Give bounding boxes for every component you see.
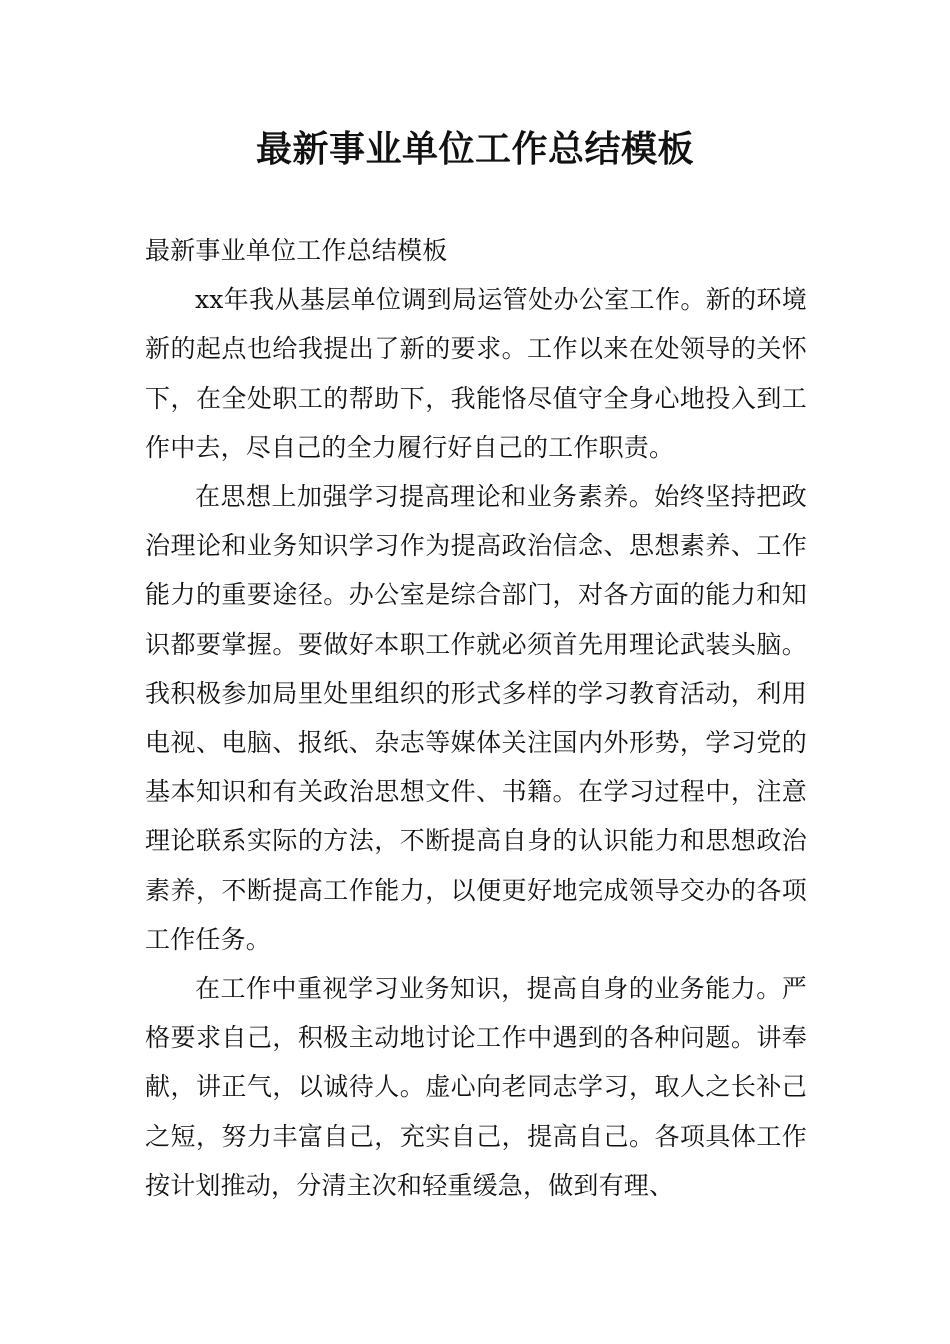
document-subtitle: 最新事业单位工作总结模板 bbox=[145, 236, 448, 265]
paragraph-1: xx年我从基层单位调到局运管处办公室工作。新的环境新的起点也给我提出了新的要求。工作以来在处领导的关怀下，在全处职工的帮助下，我能恪尽值守全身心地投入到工作中去，尽自己的全力履行好自己的工作职责。 bbox=[145, 285, 807, 462]
document-body bbox=[145, 226, 807, 1210]
paragraph-3: 在工作中重视学习业务知识，提高自身的业务能力。严格要求自己，积极主动地讨论工作中遇到的各种问题。讲奉献，讲正气，以诚待人。虚心向老同志学习，取人之长补己之短，努力丰富自己，充实自己，提高自己。各项具体工作按计划推动，分清主次和轻重缓急，做到有理、 bbox=[145, 974, 807, 1200]
document-title: 最新事业单位工作总结模板 bbox=[255, 129, 694, 170]
paragraph-2: 在思想上加强学习提高理论和业务素养。始终坚持把政治理论和业务知识学习作为提高政治信念、思想素养、工作能力的重要途径。办公室是综合部门，对各方面的能力和知识都要掌握。要做好本职工作就必须首先用理论武装头脑。我积极参加局里处里组织的形式多样的学习教育活动，利用电视、电脑、报纸、杂志等媒体关注国内外形势，学习党的基本知识和有关政治思想文件、书籍。在学习过程中，注意理论联系实际的方法，不断提高自身的认识能力和思想政治素养，不断提高工作能力，以便更好地完成领导交办的各项工作任务。 bbox=[145, 482, 807, 954]
